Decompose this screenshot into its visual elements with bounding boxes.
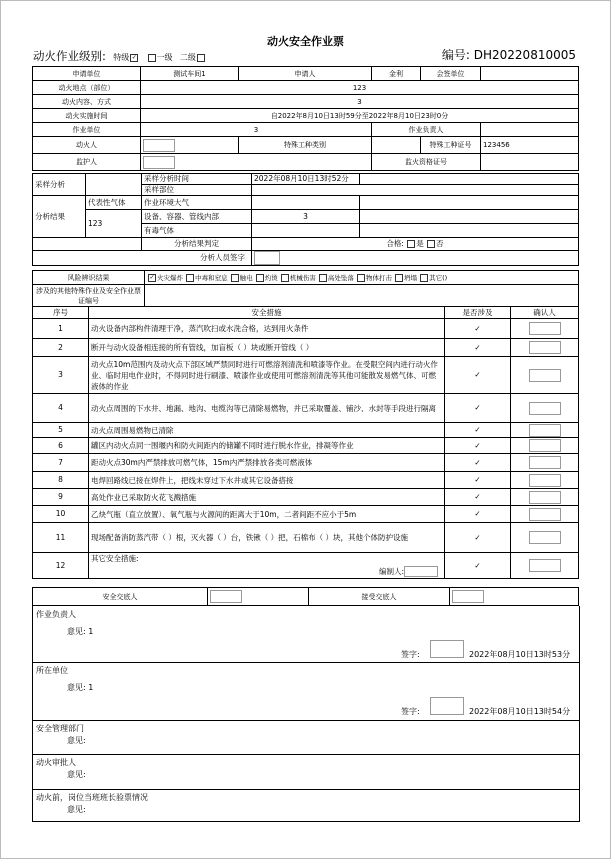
sampling-part-label: 采样部位 bbox=[142, 185, 252, 196]
confirmer-signature-image bbox=[529, 491, 561, 504]
other-cert-value bbox=[145, 285, 579, 307]
receiver-signature-image bbox=[452, 590, 484, 603]
equip-label: 设备、容器、管线内部 bbox=[142, 210, 252, 224]
header-no: 序号 bbox=[33, 307, 89, 319]
checkbox-icon[interactable] bbox=[281, 274, 289, 282]
worker-label: 动火人 bbox=[33, 137, 141, 154]
leader-signature-image bbox=[430, 640, 464, 658]
confirmer-signature-image bbox=[529, 474, 561, 487]
table-row: 6 罐区内动火点同一围堰内和防火间距内的储罐不同时进行脱水作业，排凝等作业 ✓ bbox=[33, 438, 579, 454]
special-cert-value: 123456 bbox=[481, 137, 579, 154]
special-cert-label: 特殊工种证号 bbox=[421, 137, 481, 154]
checkbox-icon[interactable] bbox=[407, 240, 415, 248]
handover-receiver-label: 接受交底人 bbox=[309, 588, 450, 606]
analysis-signature-image bbox=[254, 251, 280, 265]
analysis-label: 分析结果 bbox=[33, 196, 86, 238]
signer-unit-value bbox=[481, 67, 579, 81]
guardian-value bbox=[141, 154, 372, 171]
giver-signature-image bbox=[210, 590, 242, 603]
judge-blank bbox=[33, 238, 142, 251]
confirmer-signature-image bbox=[529, 508, 561, 521]
header-measure: 安全措施 bbox=[89, 307, 445, 319]
table-row: 8 电焊回路线已接在焊件上，把线未穿过下水井或其它设备搭接 ✓ bbox=[33, 472, 579, 489]
checkbox-icon[interactable] bbox=[395, 274, 403, 282]
env-extra bbox=[360, 196, 579, 210]
leader-value bbox=[481, 123, 579, 137]
confirmer-signature-image bbox=[529, 531, 561, 544]
content-value: 3 bbox=[141, 95, 579, 109]
checkbox-icon[interactable] bbox=[197, 54, 205, 62]
analysis-signer-value bbox=[252, 251, 579, 266]
risk-table bbox=[32, 270, 579, 307]
table-row: 11 现场配备消防蒸汽带（ ）根，灭火器（ ）台，铁锹（ ）把，石棉布（ ）块，其他个体防护设施 ✓ bbox=[33, 523, 579, 553]
signer-unit-label: 会签单位 bbox=[421, 67, 481, 81]
risk-items: ✓ 火灾爆炸 中毒和窒息 触电 灼烫 机械伤害 高处坠落 物体打击 坍塌 其它() bbox=[145, 271, 579, 285]
signoff-safety: 安全管理部门 意见: bbox=[32, 720, 580, 755]
checkbox-icon[interactable] bbox=[319, 274, 327, 282]
location-label: 动火地点（部位） bbox=[33, 81, 141, 95]
applicant-value: 金利 bbox=[372, 67, 421, 81]
editor-field: 编制人: bbox=[379, 566, 438, 578]
qualified-field: 合格: 是 否 bbox=[252, 238, 579, 251]
signoff-leader: 作业负责人 意见: 1 签字: 2022年08月10日13时53分 bbox=[32, 606, 580, 663]
risk-label: 风险辨识结果 bbox=[33, 271, 145, 285]
checkbox-icon[interactable] bbox=[256, 274, 264, 282]
gas-value: 123 bbox=[86, 210, 142, 238]
signoff-shift-leader: 动火前，岗位当班班长验票情况 意见: bbox=[32, 789, 580, 822]
toxic-label: 有毒气体 bbox=[142, 224, 252, 238]
level-option-special[interactable]: 特级 ✓ bbox=[113, 53, 137, 62]
table-row: 3 动火点10m范围内及动火点下部区域严禁同时进行可燃溶剂清洗和喷漆等作业。在受限空间内进行动火作业、临时用电作业时，不得同时进行刷漆、喷漆作业或使用可燃溶剂清洗等其他可能散发易燃气体、可燃液体的作业 ✓ bbox=[33, 357, 579, 394]
confirmer-signature-image bbox=[529, 322, 561, 335]
env-value bbox=[252, 196, 360, 210]
editor-signature-image bbox=[404, 566, 438, 577]
signoff-approver: 动火审批人 意见: bbox=[32, 754, 580, 790]
level-option-first[interactable]: 一级 bbox=[147, 53, 173, 62]
sampling-label: 采样分析 bbox=[33, 174, 86, 196]
time-value: 自2022年8月10日13时59分至2022年8月10日23时0分 bbox=[141, 109, 579, 123]
guardian-cert-label: 监火资格证号 bbox=[372, 154, 481, 171]
sampling-time-label: 采样分析时间 bbox=[142, 174, 252, 185]
content-label: 动火内容、方式 bbox=[33, 95, 141, 109]
header-involved: 是否涉及 bbox=[445, 307, 511, 319]
table-row: 12 其它安全措施: 编制人: ✓ bbox=[33, 553, 579, 579]
checkbox-icon[interactable] bbox=[357, 274, 365, 282]
checkbox-checked-icon[interactable]: ✓ bbox=[149, 273, 155, 281]
sampling-time-value: 2022年08月10日13时52分 bbox=[252, 174, 360, 185]
measures-table bbox=[32, 306, 579, 579]
applicant-label: 申请人 bbox=[239, 67, 372, 81]
sampling-time-extra bbox=[360, 174, 579, 185]
sampling-part-value bbox=[252, 185, 579, 196]
toxic-value bbox=[252, 224, 360, 238]
confirmer-signature-image bbox=[529, 559, 561, 572]
applicant-unit-label: 申请单位 bbox=[33, 67, 141, 81]
toxic-extra bbox=[360, 224, 579, 238]
time-label: 动火实施时间 bbox=[33, 109, 141, 123]
table-row: 5 动火点周围易燃物已清除 ✓ bbox=[33, 423, 579, 438]
info-table bbox=[32, 66, 579, 171]
equip-value: 3 bbox=[252, 210, 360, 224]
checkbox-icon[interactable] bbox=[420, 274, 428, 282]
sampling-blank bbox=[86, 174, 142, 196]
level-option-second[interactable]: 二级 bbox=[180, 53, 206, 62]
work-unit-label: 作业单位 bbox=[33, 123, 141, 137]
handover-giver-label: 安全交底人 bbox=[33, 588, 208, 606]
checkbox-icon[interactable] bbox=[427, 240, 435, 248]
page-title: 动火安全作业票 bbox=[267, 35, 344, 48]
guardian-cert-value bbox=[481, 154, 579, 171]
table-row: 7 距动火点30m内严禁排放可燃气体，15m内严禁排放各类可燃液体 ✓ bbox=[33, 454, 579, 472]
handover-receiver-value bbox=[450, 588, 579, 606]
table-row: 10 乙炔气瓶（直立放置）、氧气瓶与火源间的距离大于10m，二者间距不应小于5m ✓ bbox=[33, 506, 579, 523]
confirmer-signature-image bbox=[529, 341, 561, 354]
table-row: 4 动火点周围的下水井、地漏、地沟、电缆沟等已清除易燃物，并已采取覆盖、铺沙、水封等手段进行隔离 ✓ bbox=[33, 394, 579, 423]
checkbox-icon[interactable] bbox=[186, 274, 194, 282]
leader-label: 作业负责人 bbox=[372, 123, 481, 137]
checkbox-icon[interactable] bbox=[148, 54, 156, 62]
guardian-label: 监护人 bbox=[33, 154, 141, 171]
guardian-signature-image bbox=[143, 156, 175, 169]
work-unit-value: 3 bbox=[141, 123, 372, 137]
judge-label: 分析结果判定 bbox=[142, 238, 252, 251]
checkbox-icon[interactable] bbox=[231, 274, 239, 282]
table-row: 1 动火设备内部构件清理干净，蒸汽吹扫或水洗合格，达到用火条件 ✓ bbox=[33, 319, 579, 339]
signoff-unit: 所在单位 意见: 1 签字: 2022年08月10日13时54分 bbox=[32, 662, 580, 721]
confirmer-signature-image bbox=[529, 369, 561, 382]
other-cert-label: 涉及的其他特殊作业及安全作业票证编号 bbox=[33, 285, 145, 307]
confirmer-signature-image bbox=[529, 402, 561, 415]
ticket-number: 编号: DH20220810005 bbox=[441, 48, 576, 62]
level-label: 动火作业级别: bbox=[33, 49, 106, 63]
table-row: 2 断开与动火设备相连接的所有管线，加盲板（ ）块或断开管线（ ） ✓ bbox=[33, 339, 579, 357]
applicant-unit-value: 测试车间1 bbox=[141, 67, 239, 81]
handover-giver-value bbox=[208, 588, 309, 606]
analysis-signer-label: 分析人员签字 bbox=[33, 251, 252, 266]
handover-table bbox=[32, 587, 579, 606]
level-row bbox=[33, 48, 206, 64]
location-value: 123 bbox=[141, 81, 579, 95]
unit-signature-image bbox=[430, 697, 464, 715]
table-row: 9 高处作业已采取防火花飞溅措施 ✓ bbox=[33, 489, 579, 506]
analysis-table bbox=[32, 173, 579, 266]
special-type-label: 特殊工种类别 bbox=[239, 137, 372, 154]
special-type-value bbox=[372, 137, 421, 154]
equip-extra bbox=[360, 210, 579, 224]
gas-label: 代表性气体 bbox=[86, 196, 142, 210]
confirmer-signature-image bbox=[529, 424, 561, 437]
env-label: 作业环境大气 bbox=[142, 196, 252, 210]
checkbox-checked-icon[interactable]: ✓ bbox=[131, 53, 137, 61]
header-confirmer: 确认人 bbox=[511, 307, 579, 319]
worker-value bbox=[141, 137, 239, 154]
confirmer-signature-image bbox=[529, 439, 561, 452]
confirmer-signature-image bbox=[529, 456, 561, 469]
worker-signature-image bbox=[143, 139, 175, 152]
